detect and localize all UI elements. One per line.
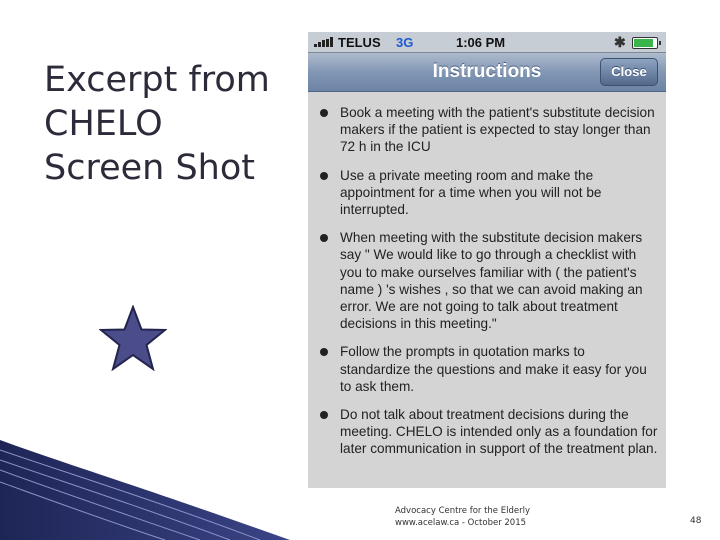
slide-title: Excerpt from CHELO Screen Shot	[44, 60, 270, 188]
list-item	[318, 167, 658, 219]
footer-organization: Advocacy Centre for the Elderly	[395, 506, 530, 516]
instruction-text: When meeting with the substitute decision makers say " We would like to go through a checklist with you to make ourselves familiar with ( the patient's name ) 's wishes , so that we can avoid making an error. We are not going to talk about treatment decisions in this meeting."	[340, 230, 643, 332]
bullet-icon	[320, 172, 328, 180]
close-button[interactable]: Close	[600, 58, 658, 86]
navigation-bar	[308, 53, 666, 92]
list-item	[318, 104, 658, 156]
bullet-icon	[320, 411, 328, 419]
bullet-icon	[320, 234, 328, 242]
phone-screenshot	[308, 32, 666, 488]
network-label: 3G	[396, 35, 414, 50]
bluetooth-icon: ✱	[614, 34, 626, 50]
instructions-list	[308, 92, 666, 458]
footer-credit	[395, 505, 615, 529]
battery-icon	[632, 37, 658, 49]
page-number: 48	[690, 516, 702, 526]
footer-website-date: www.acelaw.ca - October 2015	[395, 518, 527, 528]
carrier-label: TELUS	[338, 35, 381, 50]
status-bar	[308, 32, 666, 53]
list-item	[318, 343, 658, 395]
decorative-swoosh	[0, 440, 290, 540]
battery-level	[634, 39, 653, 47]
nav-title: Instructions	[432, 61, 542, 82]
instructions-content	[308, 92, 666, 488]
list-item	[318, 406, 658, 458]
bullet-icon	[320, 348, 328, 356]
bullet-icon	[320, 109, 328, 117]
instruction-text: Book a meeting with the patient's substitute decision makers if the patient is expected to stay longer than 72 h in the ICU	[340, 105, 655, 155]
clock: 1:06 PM	[456, 35, 506, 50]
instruction-text: Do not talk about treatment decisions during the meeting. CHELO is intended only as a foundation for later communication in support of the treatment plan.	[340, 407, 658, 457]
list-item	[318, 229, 658, 332]
instruction-text: Follow the prompts in quotation marks to standardize the questions and make it easy for you to ask them.	[340, 344, 647, 394]
instruction-text: Use a private meeting room and make the appointment for a time when you will not be interrupted.	[340, 167, 602, 218]
star-icon	[99, 305, 167, 371]
signal-icon	[314, 37, 336, 47]
